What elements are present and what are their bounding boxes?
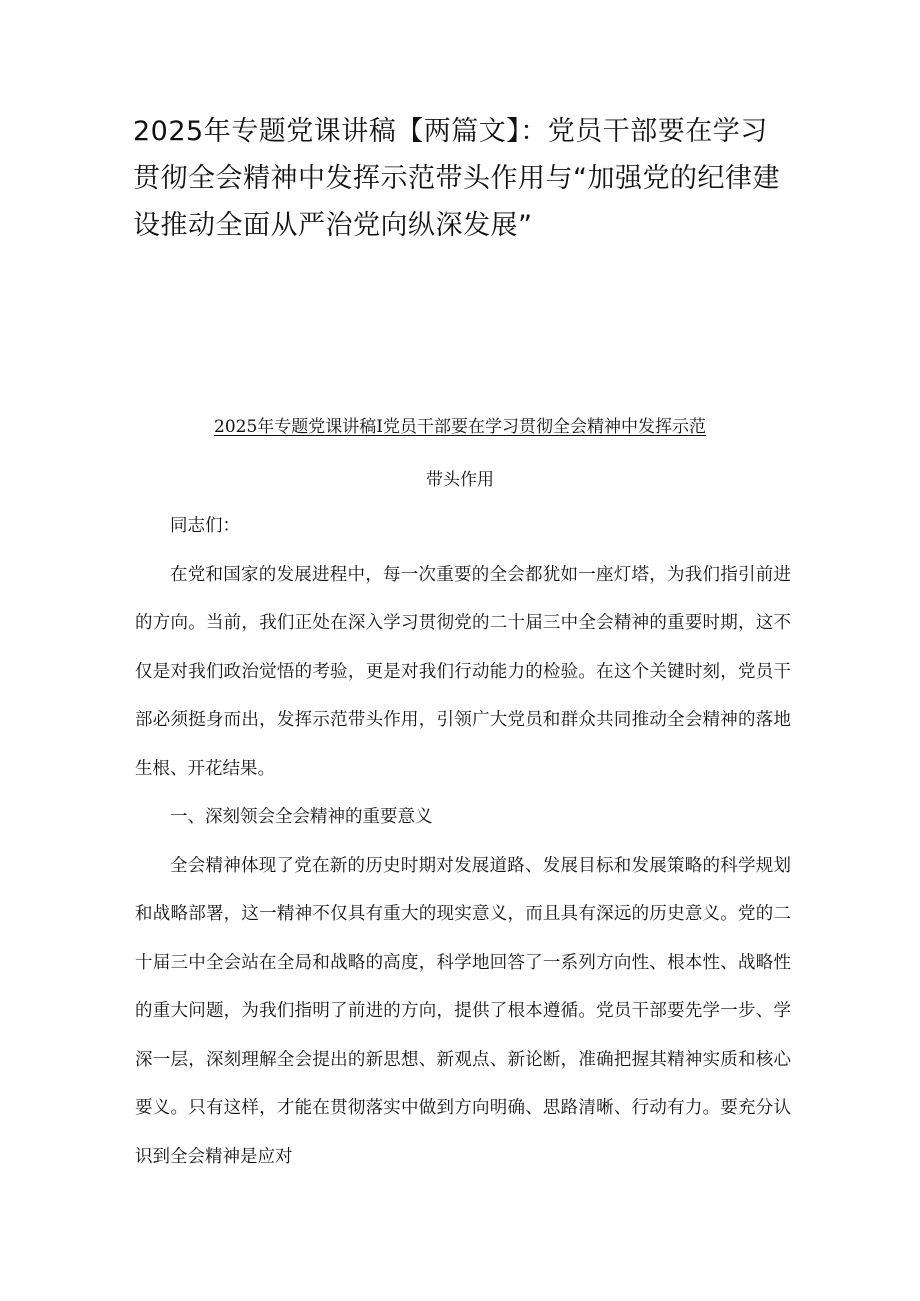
section-title-line-2: 带头作用 xyxy=(426,470,494,490)
body-paragraph: 全会精神体现了党在新的历史时期对发展道路、发展目标和发展策略的科学规划和战略部署，这一精神不仅具有重大的现实意义，而且具有深远的历史意义。党的二十届三中全会站在全局和战略的高度，科学地回答了一系列方向性、根本性、战略性的重大问题，为我们指明了前进的方向，提供了根本遵循。党员干部要先学一步、学深一层，深刻理解全会提出的新思想、新观点、新论断，准确把握其精神实质和核心要义。只有这样，才能在贯彻落实中做到方向明确、思路清晰、行动有力。要充分认识到全会精神是应对 xyxy=(135,855,791,1167)
section-title xyxy=(130,404,790,503)
section-title-line-1: 2025年专题党课讲稿I党员干部要在学习贯彻全会精神中发挥示范 xyxy=(214,417,706,437)
salutation: 同志们： xyxy=(170,516,240,536)
document-body xyxy=(135,502,791,1181)
subheading: 一、深刻领会全会精神的重要意义 xyxy=(170,807,433,827)
body-paragraph: 在党和国家的发展进程中，每一次重要的全会都犹如一座灯塔，为我们指引前进的方向。当前，我们正处在深入学习贯彻党的二十届三中全会精神的重要时期，这不仅是对我们政治觉悟的考验，更是对我们行动能力的检验。在这个关键时刻，党员干部必须挺身而出，发挥示范带头作用，引领广大党员和群众共同推动全会精神的落地生根、开花结果。 xyxy=(135,564,791,779)
document-main-title: 2025年专题党课讲稿【两篇文】：党员干部要在学习贯彻全会精神中发挥示范带头作用与“加强党的纪律建设推动全面从严治党向纵深发展” xyxy=(133,116,780,241)
